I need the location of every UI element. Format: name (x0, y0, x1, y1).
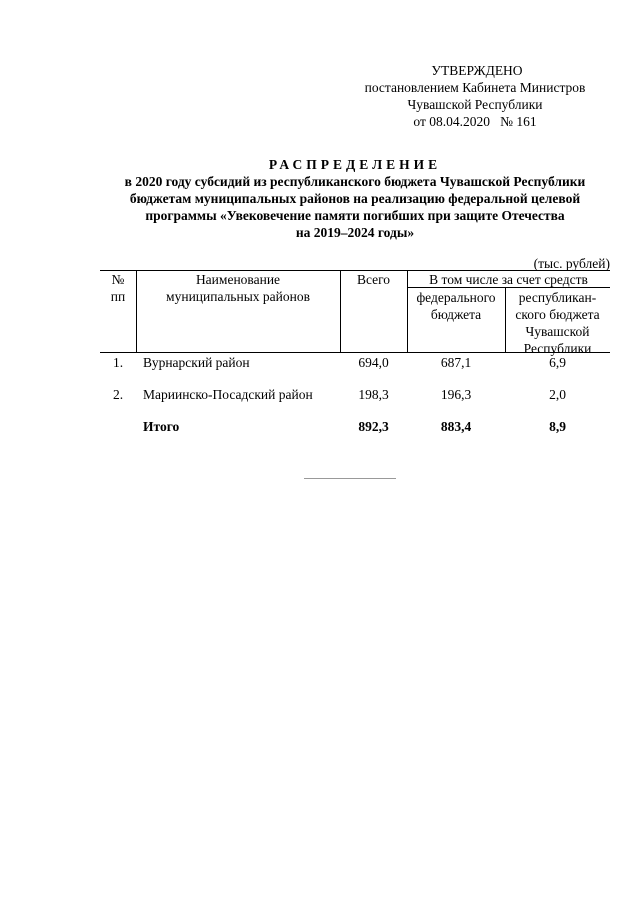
summary-name: Итого (143, 419, 180, 434)
title-line-4: на 2019–2024 годы» (295, 225, 415, 240)
header-name: Наименование муниципальных районов (166, 272, 310, 304)
approval-org: Чувашской Республики (407, 97, 543, 112)
units-label: (тыс. рублей) (533, 256, 610, 271)
title-heading: РАСПРЕДЕЛЕНИЕ (268, 157, 442, 172)
approval-by: постановлением Кабинета Министров (364, 80, 586, 95)
title-line-1: в 2020 году субсидий из республиканского бюджета Чувашской Республики (124, 174, 586, 189)
header-republic: республикан- ского бюджета Чувашской Республики (515, 290, 600, 356)
row-republic: 6,9 (549, 355, 566, 370)
header-federal: федерального бюджета (416, 290, 496, 322)
summary-republic: 8,9 (549, 419, 566, 434)
row-total: 694,0 (358, 355, 389, 370)
row-name: Мариинско-Посадский район (143, 387, 313, 402)
header-num: № пп (110, 272, 126, 304)
summary-total: 892,3 (358, 419, 389, 434)
title-line-2: бюджетам муниципальных районов на реализацию федеральной целевой (129, 191, 581, 206)
header-total: Всего (356, 272, 391, 287)
row-total: 198,3 (358, 387, 389, 402)
approval-stamp (340, 62, 610, 130)
row-num: 1. (112, 355, 124, 370)
end-separator (304, 478, 396, 479)
row-federal: 196,3 (440, 387, 472, 402)
approval-status: УТВЕРЖДЕНО (431, 63, 523, 78)
document-title (100, 156, 610, 241)
summary-federal: 883,4 (440, 419, 472, 434)
approval-date: от 08.04.2020 № 161 (413, 114, 537, 129)
row-federal: 687,1 (440, 355, 472, 370)
row-num: 2. (112, 387, 124, 402)
header-including: В том числе за счет средств (429, 272, 588, 287)
row-name: Вурнарский район (143, 355, 250, 370)
row-republic: 2,0 (549, 387, 566, 402)
title-line-3: программы «Увековечение памяти погибших при защите Отечества (145, 208, 565, 223)
